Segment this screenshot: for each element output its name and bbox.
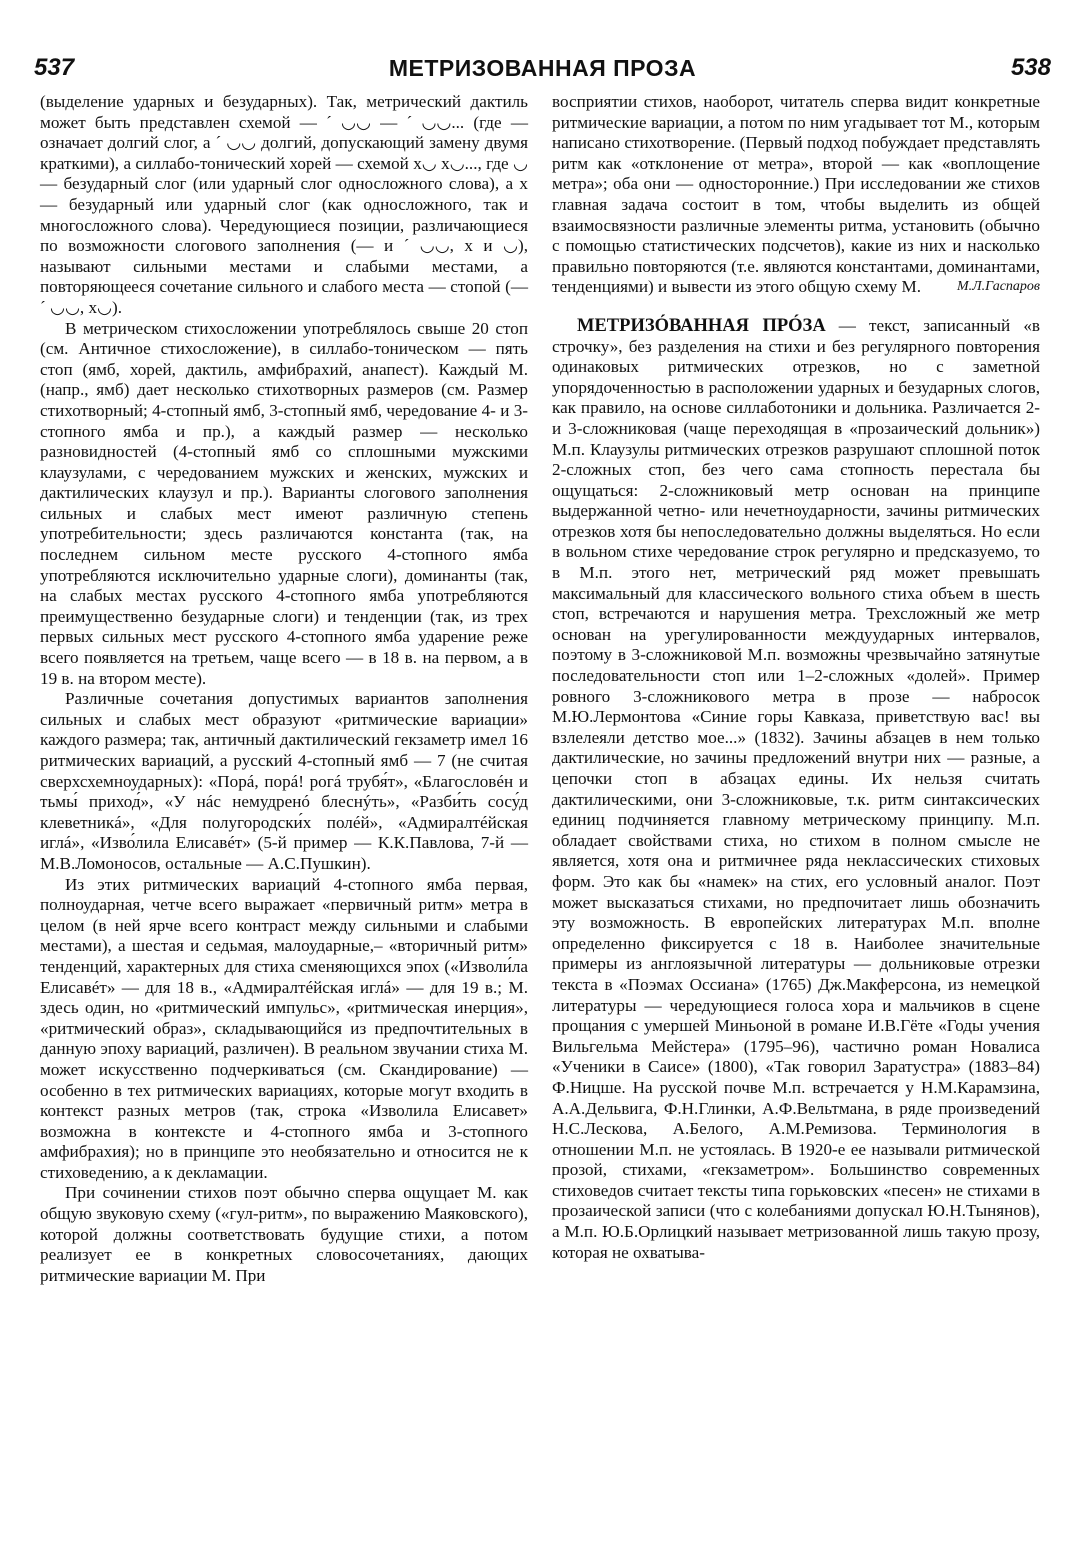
entry-headword: МЕТРИЗÓВАННАЯ ПРÓЗА	[577, 315, 826, 336]
paragraph: Из этих ритмических вариаций 4-стопного ямба первая, полноударная, четче всего выражает «первичный ритм» метра в целом (в ней ярче всего контраст между сильными и слабыми местами), а шестая и седьмая, малоударные,– «вторичный ритм» тенденций, характерных для стиха сменяющихся эпох («Изволи́ла Елисавéт» — для 18 в., «Адмиралтéйская иглá» — для 19 в.; М. здесь один, но «ритмический импульс», «ритмическая инерция», «ритмический образ», складывающийся из предпочтительных в данную эпоху вариаций, различен). В реальном звучании стиха М. может искусственно подчеркиваться (см. Скандирование) — особенно в тех ритмических вариациях, которые могут входить в контекст разных метров (так, строка «Изволила Елисавет» возможна в контексте и 4-стопного ямба и 3-стопного амфибрахия); но в принципе это необязательно и относится не к стиховедению, а к декламации.	[40, 874, 528, 1182]
author-signature: М.Л.Гаспаров	[956, 279, 1040, 295]
page-header	[34, 50, 1051, 86]
left-column	[40, 92, 528, 1286]
right-page-number: 538	[1010, 54, 1051, 81]
paragraph: (выделение ударных и безударных). Так, метрический дактиль может быть представлен схемой — ´ ◡◡ — ´ ◡◡... (где — означает долгий слог, а ´ ◡◡ долгий, допускающий замену двумя краткими), а силлабо-тонический хорей — схемой x◡ x◡..., где ◡ — безударный слог (или ударный слог односложного слова), а x — безударный или ударный слог (как односложного, так и многосложного слова). Чередующиеся позиции, различающиеся по возможности слогового заполнения (— и ´ ◡◡, x и ◡), называют сильными местами и слабыми местами, а повторяющееся сочетание сильного и слабого места — стопой (— ´ ◡◡, x◡).	[40, 92, 528, 317]
right-column	[552, 92, 1040, 1263]
entry-text: — текст, записанный «в строчку», без разделения на стихи и без регулярного повторения одинаковых ритмических отрезков, но с заметной упорядоченностью в расположении ударных и безударных слогов, как правило, на основе силлаботоники и дольника. Различается 2- и 3-сложниковая (чаще переходящая в «прозаический дольник») М.п. Клаузулы ритмических отрезков разрушают сплошной поток 2-сложных стоп, без чего сама стопность перестала бы ощущаться: 2-сложниковый метр основан на принципе выдержанной четно- или нечетноударности, зачины ритмических отрезков хотя бы непоследовательно должны выделяться. Но если в вольном стихе чередование строк регулярно и предсказуемо, то в М.п. этого нет, метрический ряд может превышать максимальный для классического вольного стиха объем в шесть стоп, встречаются и нарушения метра. Трехсложный же метр основан на урегулированности междуударных интервалов, поэтому в 3-сложниковой М.п. возможны чрезвычайно затянутые последовательности стоп или 1–2-сложных «долей». Пример ровного 3-сложникового метра в прозе — набросок М.Ю.Лермонтова «Синие горы Кавказа, приветствую вас! вы взлелеяли детство мое...» (1832). Зачины абзацев в нем только дактилические, но зачины предложений внутри них — разные, а цепочки стоп в абзацах едины. Их нельзя считать дактилическими, они 3-сложниковые, т.к. ритм синтаксических единиц подчиняется главному метрическому принципу. М.п. обладает свойствами стиха, но стихом в полном смысле не является, хотя она и ритмичнее ряда неклассических стиховых форм. Это как бы «намек» на стих, его условный аналог. Поэт может высказаться стихами, но предпочитает лишь обозначить эту возможность. В европейских литературах М.п. вполне определенно фиксируется с 18 в. Наиболее значительные примеры из англоязычной литературы — дольниковые отрезки текста в «Поэмах Оссиана» (1765) Дж.Макферсона, из немецкой литературы — чередующиеся голоса хора и мальчиков в сцене прощания с умершей Миньоной в романе И.В.Гёте «Годы учения Вильгельма Мейстера» (1795–96), частично роман Новалиса «Ученики в Саисе» (1800), «Так говорил Заратустра» (1883–84) Ф.Ницше. На русской почве М.п. встречается у Н.М.Карамзина, А.А.Дельвига, Ф.Н.Глинки, А.Ф.Вельтмана, в ряде произведений Н.С.Лескова, А.Белого, А.М.Ремизова. Терминология в отношении М.п. не устоялась. В 1920-е ее называли ритмической прозой, стихами, «гекзаметром». Большинство современных стиховедов считает тексты типа горьковских «песен» не стихами в прозаической записи (что с колебаниями допускал Ю.Н.Тынянов), а М.п. Ю.Б.Орлицкий называет метризованной лишь такую прозу, которая не охватыва-	[552, 315, 1040, 1262]
paragraph-text: восприятии стихов, наоборот, читатель сперва видит конкретные ритмические вариации, а потом по ним угадывает тот М., которым написано стихотворение. (Первый подход побуждает представлять ритм как «отклонение от метра», второй — как «воплощение метра»; оба они — односторонние.) При исследовании же стихов главная задача состоит в том, чтобы выделить из общей взаимосвязности различные элементы ритма, установить (обычно с помощью статистических подсчетов), какие из них и насколько правильно повторяются (т.е. являются константами, доминантами, тенденциями) и вывести из этого общую схему М.	[552, 92, 1041, 297]
left-page-number: 537	[34, 54, 75, 81]
paragraph: При сочинении стихов поэт обычно сперва ощущает М. как общую звуковую схему («гул-ритм», по выражению Маяковского), которой должны соответствовать будущие стихи, а потом реализует ее в конкретных словосочетаниях, дающих ритмические вариации М. При	[40, 1183, 528, 1285]
dictionary-entry	[552, 316, 1040, 1263]
paragraph: Различные сочетания допустимых вариантов заполнения сильных и слабых мест образуют «ритмические вариации» каждого размера; так, античный дактилический гекзаметр имел 16 ритмических вариаций, а русский 4-стопный ямб — 7 (не считая сверхсхемноударных): «Порá, порá! рогá трубя́т», «Благословéн и тьмы́ приход́», «У нáс немудренó блеснýть», «Разби́ть сосу́д клеветникá», «Для полугородски́х полéй», «Адмиралтéйская иглá», «Изво́лила Елисавéт» (5-й пример — К.К.Павлова, 7-й — М.В.Ломоносов, остальные — А.С.Пушкин).	[40, 689, 528, 873]
paragraph: В метрическом стихосложении употреблялось свыше 20 стоп (см. Античное стихосложение), в силлабо-тоническом — пять стоп (ямб, хорей, дактиль, амфибрахий, анапест). Каждый М. (напр., ямб) дает несколько стихотворных размеров (см. Размер стихотворный; 4-стопный ямб, 3-стопный ямб, чередование 4- и 3-стопного ямба и пр.), а каждый размер — несколько разновидностей (4-стопный ямб со сплошными мужскими клаузулами, с чередованием мужских и женских, мужских и дактилических клаузул и пр.). Варианты слогового заполнения сильных и слабых мест имеют различную степень употребительности; здесь различаются константа (так, на последнем сильном месте русского 4-стопного ямба употребляются исключительно ударные слоги), доминанты (так, на слабых местах русского 4-стопного ямба употребляются преимущественно безударные слоги) и тенденции (так, из трех первых сильных мест русского 4-стопного ямба ударение реже всего появляется на третьем, чаще всего — в 18 в. на первом, а в 19 в. на втором месте).	[40, 318, 528, 688]
running-title: МЕТРИЗОВАННАЯ ПРОЗА	[388, 54, 697, 81]
paragraph	[552, 92, 1040, 298]
